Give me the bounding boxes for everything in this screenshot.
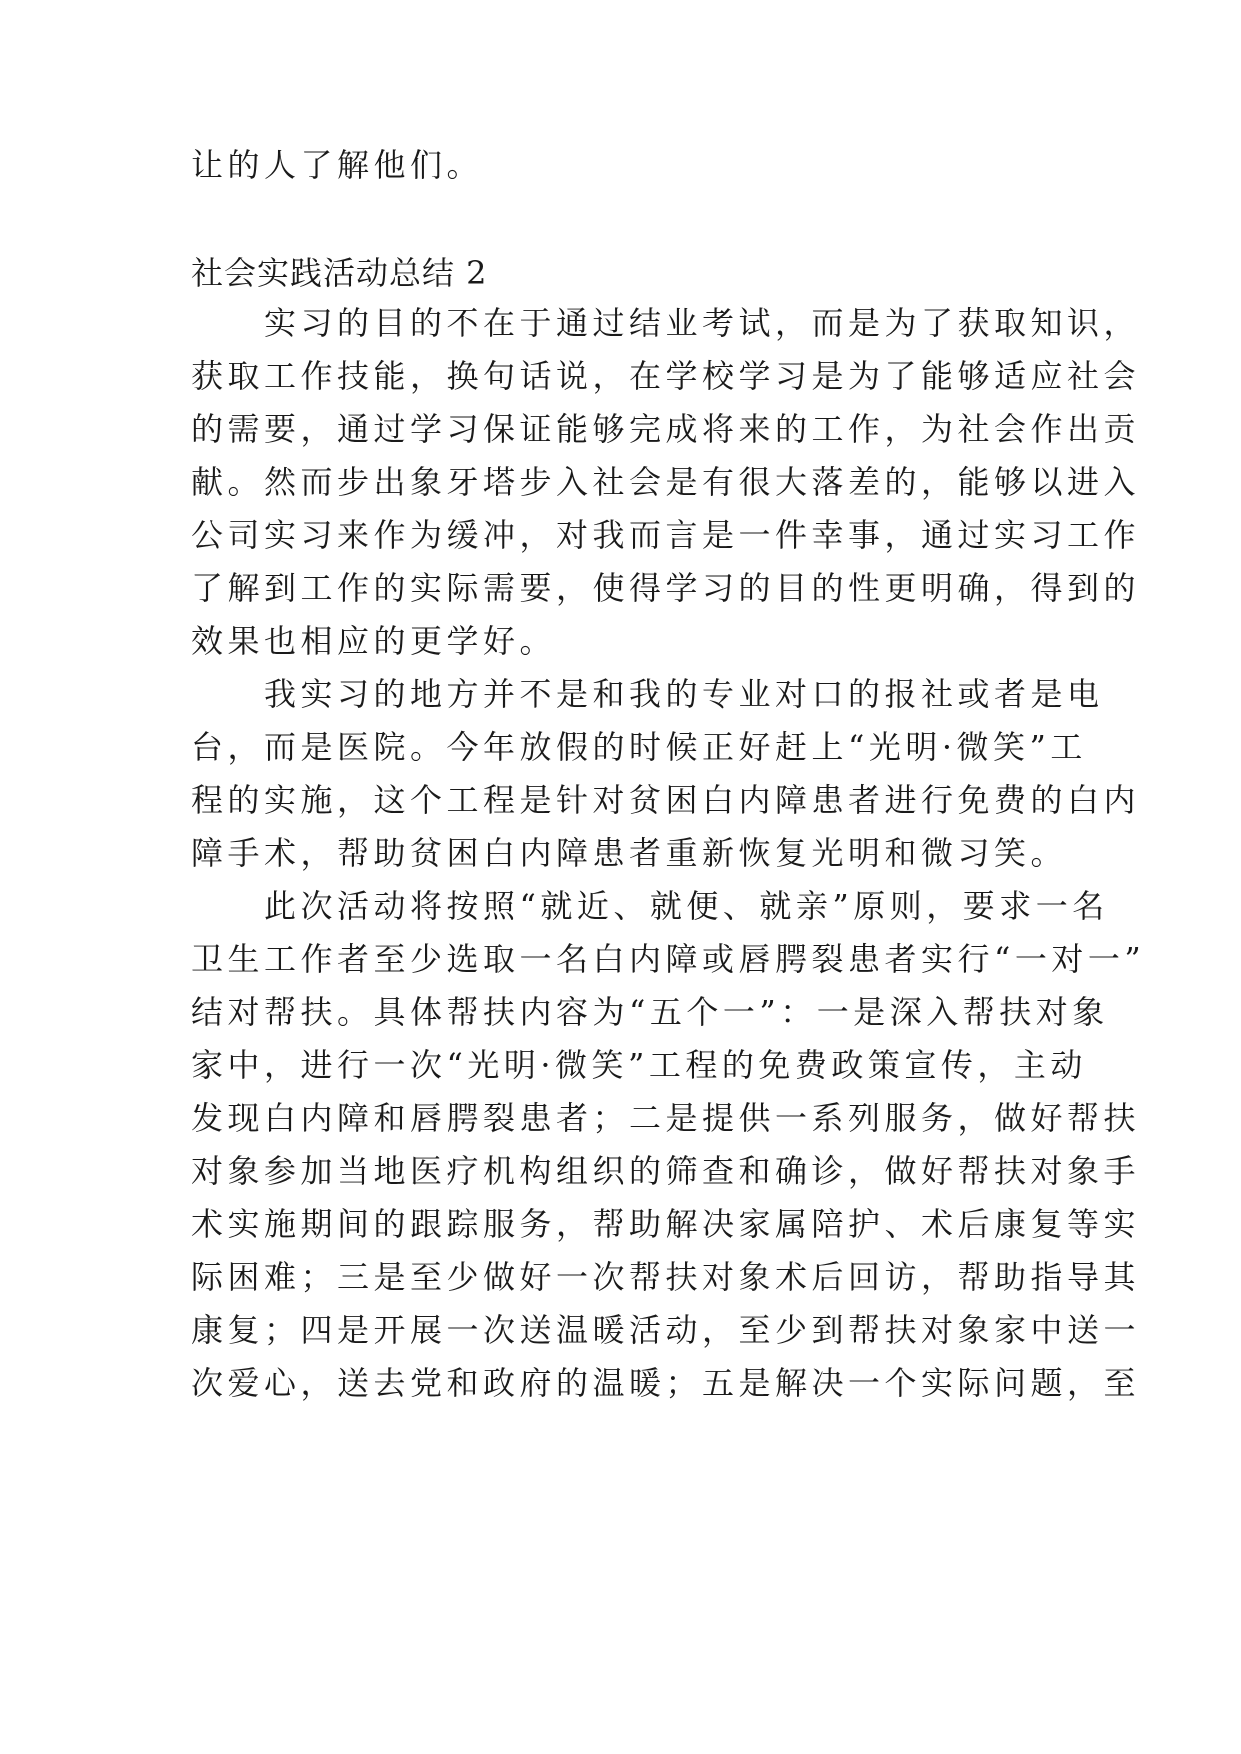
- paragraph-line: 康复；四是开展一次送温暖活动，至少到帮扶对象家中送一: [191, 1311, 1141, 1349]
- paragraph-line: 术实施期间的跟踪服务，帮助解决家属陪护、术后康复等实: [191, 1205, 1141, 1243]
- paragraph-line: 程的实施，这个工程是针对贫困白内障患者进行免费的白内: [191, 781, 1141, 819]
- paragraph-line: 获取工作技能，换句话说，在学校学习是为了能够适应社会: [191, 357, 1141, 395]
- paragraph-line: 台，而是医院。今年放假的时候正好赶上“光明·微笑”工: [191, 728, 1087, 766]
- paragraph-line: 次爱心，送去党和政府的温暖；五是解决一个实际问题，至: [191, 1364, 1141, 1402]
- paragraph-line: 实习的目的不在于通过结业考试，而是为了获取知识，: [191, 304, 1141, 342]
- paragraph-line: 对象参加当地医疗机构组织的筛查和确诊，做好帮扶对象手: [191, 1152, 1141, 1190]
- paragraph-line: 效果也相应的更学好。: [191, 622, 557, 660]
- paragraph-line: 际困难；三是至少做好一次帮扶对象术后回访，帮助指导其: [191, 1258, 1141, 1296]
- paragraph-line: 献。然而步出象牙塔步入社会是有很大落差的，能够以进入: [191, 463, 1141, 501]
- paragraph-line: 我实习的地方并不是和我的专业对口的报社或者是电: [191, 675, 1104, 713]
- paragraph-line: 此次活动将按照“就近、就便、就亲”原则，要求一名: [191, 887, 1109, 925]
- section-title: 社会实践活动总结 2: [191, 254, 488, 292]
- continuation-line: 让的人了解他们。: [191, 146, 484, 184]
- paragraph-line: 的需要，通过学习保证能够完成将来的工作，为社会作出贡: [191, 410, 1141, 448]
- paragraph-line: 了解到工作的实际需要，使得学习的目的性更明确，得到的: [191, 569, 1141, 607]
- paragraph-line: 家中，进行一次“光明·微笑”工程的免费政策宣传，主动: [191, 1046, 1087, 1084]
- paragraph-line: 公司实习来作为缓冲，对我而言是一件幸事，通过实习工作: [191, 516, 1141, 554]
- paragraph-line: 发现白内障和唇腭裂患者；二是提供一系列服务，做好帮扶: [191, 1099, 1141, 1137]
- paragraph-line: 结对帮扶。具体帮扶内容为“五个一”：一是深入帮扶对象: [191, 993, 1109, 1031]
- paragraph-line: 卫生工作者至少选取一名白内障或唇腭裂患者实行“一对一”: [191, 940, 1146, 978]
- paragraph-line: 障手术，帮助贫困白内障患者重新恢复光明和微习笑。: [191, 834, 1068, 872]
